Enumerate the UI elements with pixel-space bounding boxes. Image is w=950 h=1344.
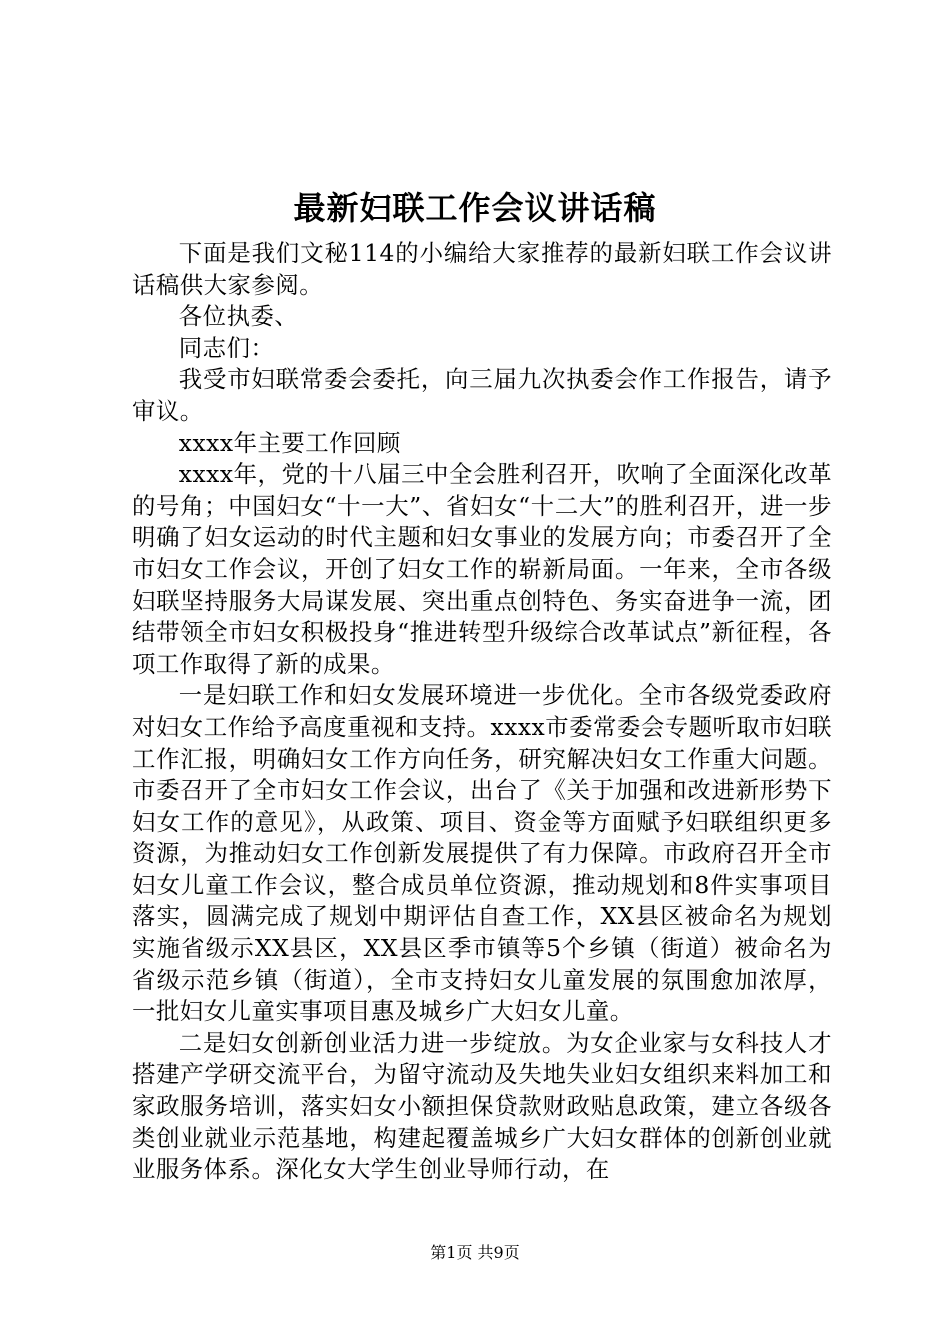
document-body xyxy=(132,238,832,1186)
page-footer: 第1页 共9页 xyxy=(430,1243,520,1262)
paragraph-point-one: 一是妇联工作和妇女发展环境进一步优化。全市各级党委政府对妇女工作给予高度重视和支持。xxxx市委常委会专题听取市妇联工作汇报，明确妇女工作方向任务，研究解决妇女工作重大问题。市委召开了全市妇女工作会议，出台了《关于加强和改进新形势下妇女工作的意见》，从政策、项目、资金等方面赋予妇联组织更多资源，为推动妇女工作创新发展提供了有力保障。市政府召开全市妇女儿童工作会议，整合成员单位资源，推动规划和8件实事项目落实，圆满完成了规划中期评估自查工作，XX县区被命名为规划实施省级示XX县区，XX县区季市镇等5个乡镇（街道）被命名为省级示范乡镇（街道），全市支持妇女儿童发展的氛围愈加浓厚，一批妇女儿童实事项目惠及城乡广大妇女儿童。 xyxy=(132,681,832,1026)
paragraph-salutation-comrades: 同志们： xyxy=(178,333,275,362)
paragraph-report-statement: 我受市妇联常委会委托，向三届九次执委会作工作报告，请予审议。 xyxy=(132,365,832,425)
document-title: 最新妇联工作会议讲话稿 xyxy=(293,189,657,227)
paragraph-intro: 下面是我们文秘114的小编给大家推荐的最新妇联工作会议讲话稿供大家参阅。 xyxy=(132,239,832,299)
paragraph-salutation-executives: 各位执委、 xyxy=(178,302,299,331)
paragraph-year-overview: xxxx年，党的十八届三中全会胜利召开，吹响了全面深化改革的号角；中国妇女“十一大”、省妇女“十二大”的胜利召开，进一步明确了妇女运动的时代主题和妇女事业的发展方向；市委召开了全市妇女工作会议，开创了妇女工作的崭新局面。一年来，全市各级妇联坚持服务大局谋发展、突出重点创特色、务实奋进争一流，团结带领全市妇女积极投身“推进转型升级综合改革试点”新征程，各项工作取得了新的成果。 xyxy=(132,460,832,678)
section-heading-review: xxxx年主要工作回顾 xyxy=(178,428,401,457)
paragraph-point-two: 二是妇女创新创业活力进一步绽放。为女企业家与女科技人才搭建产学研交流平台，为留守流动及失地失业妇女组织来料加工和家政服务培训，落实妇女小额担保贷款财政贴息政策，建立各级各类创业就业示范基地，构建起覆盖城乡广大妇女群体的创新创业就业服务体系。深化女大学生创业导师行动，在 xyxy=(132,1028,832,1184)
